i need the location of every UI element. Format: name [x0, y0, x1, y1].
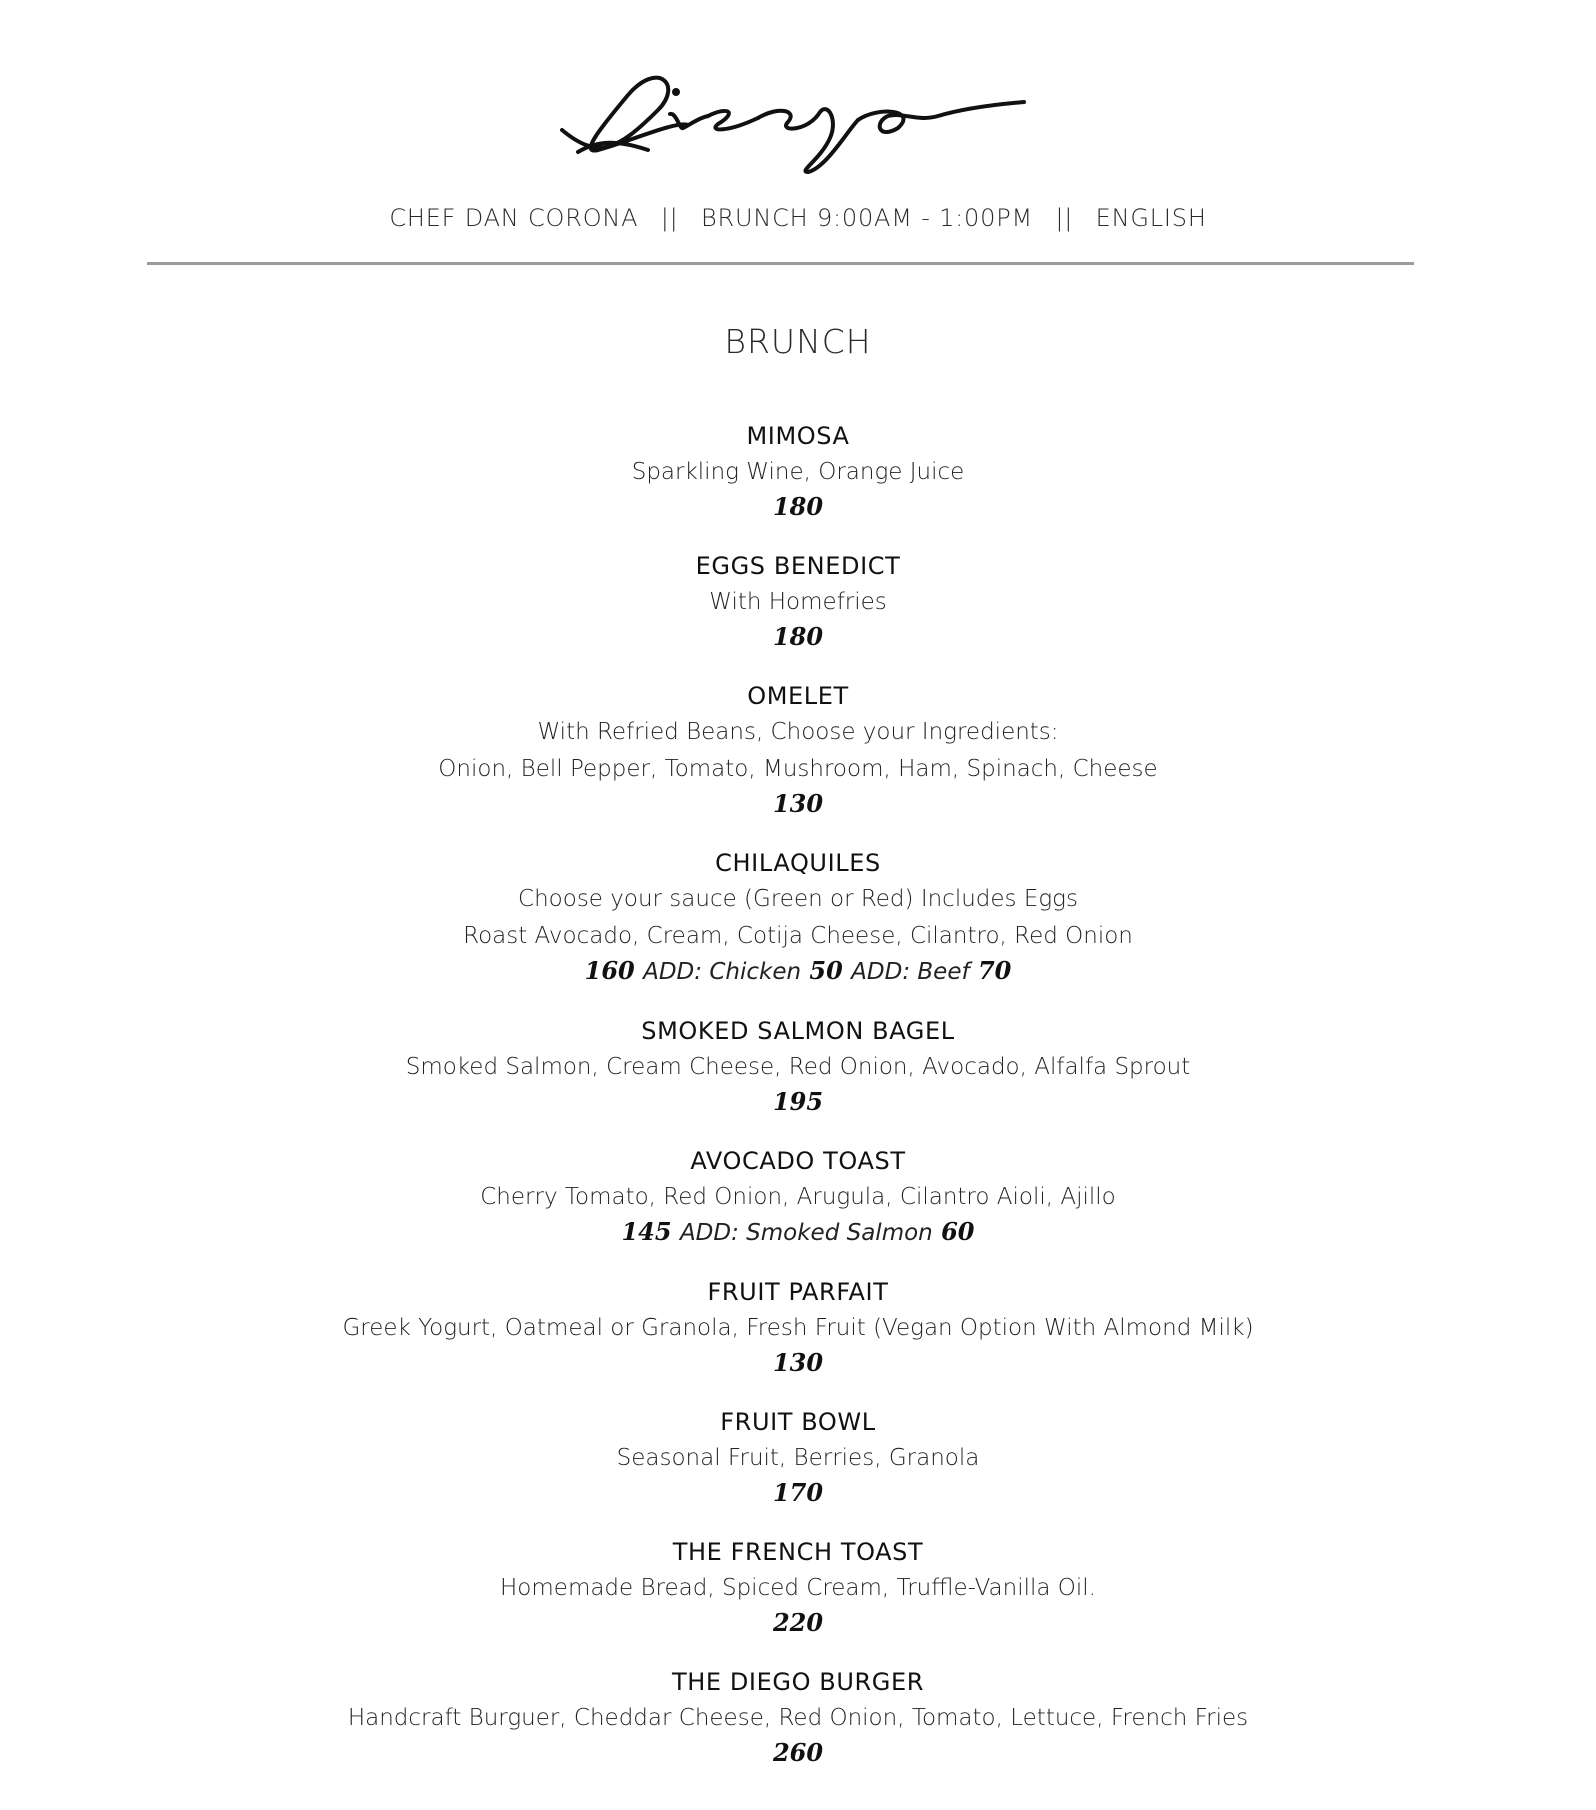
- item-price: 260: [772, 1738, 824, 1767]
- section-title: BRUNCH: [724, 322, 872, 361]
- item-price: 130: [772, 1348, 824, 1377]
- add-on-label: ADD: Smoked Salmon: [679, 1220, 933, 1246]
- restaurant-logo: [0, 40, 1596, 190]
- menu-item: [0, 548, 1596, 653]
- chef-name: CHEF DAN CORONA: [389, 204, 639, 232]
- item-name: OMELET: [747, 682, 849, 710]
- menu-item: [0, 1274, 1596, 1379]
- item-description: With Refried Beans, Choose your Ingredients:: [537, 719, 1059, 745]
- item-description: Choose your sauce (Green or Red) Includes Eggs: [518, 886, 1078, 912]
- item-description: Cherry Tomato, Red Onion, Arugula, Cilantro Aioli, Ajillo: [480, 1184, 1116, 1210]
- item-price: 130: [772, 789, 824, 818]
- item-price: 180: [772, 622, 824, 651]
- separator: ||: [1055, 204, 1074, 232]
- item-name: THE DIEGO BURGER: [671, 1668, 925, 1696]
- add-on-price: 50: [809, 956, 843, 985]
- item-price: 170: [772, 1478, 824, 1507]
- item-price-line: [0, 1216, 1596, 1249]
- item-description: Smoked Salmon, Cream Cheese, Red Onion, Avocado, Alfalfa Sprout: [405, 1054, 1191, 1080]
- item-description: Onion, Bell Pepper, Tomato, Mushroom, Ham, Spinach, Cheese: [438, 756, 1158, 782]
- item-price: 195: [772, 1087, 824, 1116]
- item-description: Seasonal Fruit, Berries, Granola: [616, 1445, 980, 1471]
- add-on-label: ADD: Beef: [851, 959, 970, 985]
- menu-item: [0, 678, 1596, 820]
- sub-header: [0, 204, 1596, 232]
- language-label: ENGLISH: [1095, 204, 1207, 232]
- menu-item: [0, 418, 1596, 523]
- menu-item: [0, 845, 1596, 988]
- item-description: With Homefries: [709, 589, 887, 615]
- menu-item: [0, 1664, 1596, 1769]
- add-on-label: ADD: Chicken: [643, 959, 802, 985]
- item-name: FRUIT PARFAIT: [707, 1278, 889, 1306]
- service-hours: BRUNCH 9:00AM - 1:00PM: [701, 204, 1033, 232]
- separator: ||: [660, 204, 679, 232]
- item-description: Homemade Bread, Spiced Cream, Truffle-Vanilla Oil.: [500, 1575, 1096, 1601]
- item-description: Roast Avocado, Cream, Cotija Cheese, Cilantro, Red Onion: [463, 923, 1133, 949]
- item-name: SMOKED SALMON BAGEL: [641, 1017, 955, 1045]
- add-on-price: 60: [941, 1217, 975, 1246]
- item-name: EGGS BENEDICT: [695, 552, 901, 580]
- menu-item: [0, 1534, 1596, 1639]
- item-price: 220: [772, 1608, 824, 1637]
- item-name: THE FRENCH TOAST: [672, 1538, 924, 1566]
- item-price: 160: [584, 956, 635, 985]
- item-price: 180: [772, 492, 824, 521]
- item-name: AVOCADO TOAST: [690, 1147, 906, 1175]
- item-price-line: [0, 955, 1596, 988]
- item-description: Handcraft Burguer, Cheddar Cheese, Red Onion, Tomato, Lettuce, French Fries: [347, 1705, 1249, 1731]
- menu-item: [0, 1143, 1596, 1249]
- item-name: MIMOSA: [746, 422, 850, 450]
- header-divider: [147, 262, 1414, 265]
- add-on-price: 70: [977, 956, 1012, 985]
- item-price: 145: [621, 1217, 672, 1246]
- item-name: CHILAQUILES: [715, 849, 881, 877]
- item-description: Sparkling Wine, Orange Juice: [631, 459, 965, 485]
- item-description: Greek Yogurt, Oatmeal or Granola, Fresh Fruit (Vegan Option With Almond Milk): [342, 1315, 1254, 1341]
- menu-item: [0, 1404, 1596, 1509]
- menu-item: [0, 1013, 1596, 1118]
- menu-list: [0, 418, 1596, 1794]
- item-name: FRUIT BOWL: [720, 1408, 876, 1436]
- diego-script-logo: [558, 40, 1038, 190]
